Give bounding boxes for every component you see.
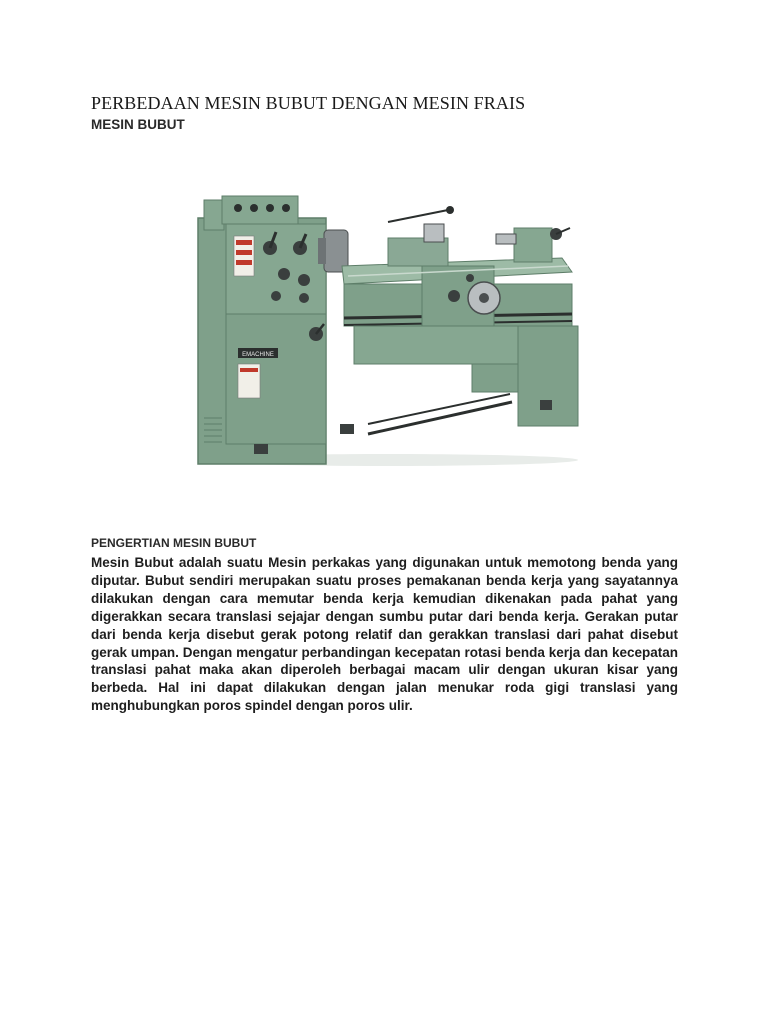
lathe-machine-image <box>192 188 584 470</box>
document-title: PERBEDAAN MESIN BUBUT DENGAN MESIN FRAIS <box>91 93 526 113</box>
subsection-title: PENGERTIAN MESIN BUBUT <box>91 536 257 550</box>
body-paragraph: Mesin Bubut adalah suatu Mesin perkakas yang digunakan untuk memotong benda yang diputar. Bubut sendiri merupakan suatu proses pemakanan benda kerja yang sayatannya dilakukan dengan cara memutar benda kerja kemudian dikenakan pada pahat yang digerakkan secara translasi sejajar dengan sumbu putar dari benda kerja. Gerakan putar dari benda kerja disebut gerak potong relatif dan gerakkan translasi dari pahat disebut gerak umpan. Dengan mengatur perbandingan kecepatan rotasi benda kerja dan kecepatan translasi pahat maka akan diperoleh berbagai macam ulir dengan ukuran kisar yang berbeda. Hal ini dapat dilakukan dengan jalan menukar roda gigi translasi yang menghubungkan poros spindel dengan poros ulir. <box>91 555 678 714</box>
brand-label: EMACHINE <box>242 352 274 358</box>
section-title: MESIN BUBUT <box>91 117 185 132</box>
